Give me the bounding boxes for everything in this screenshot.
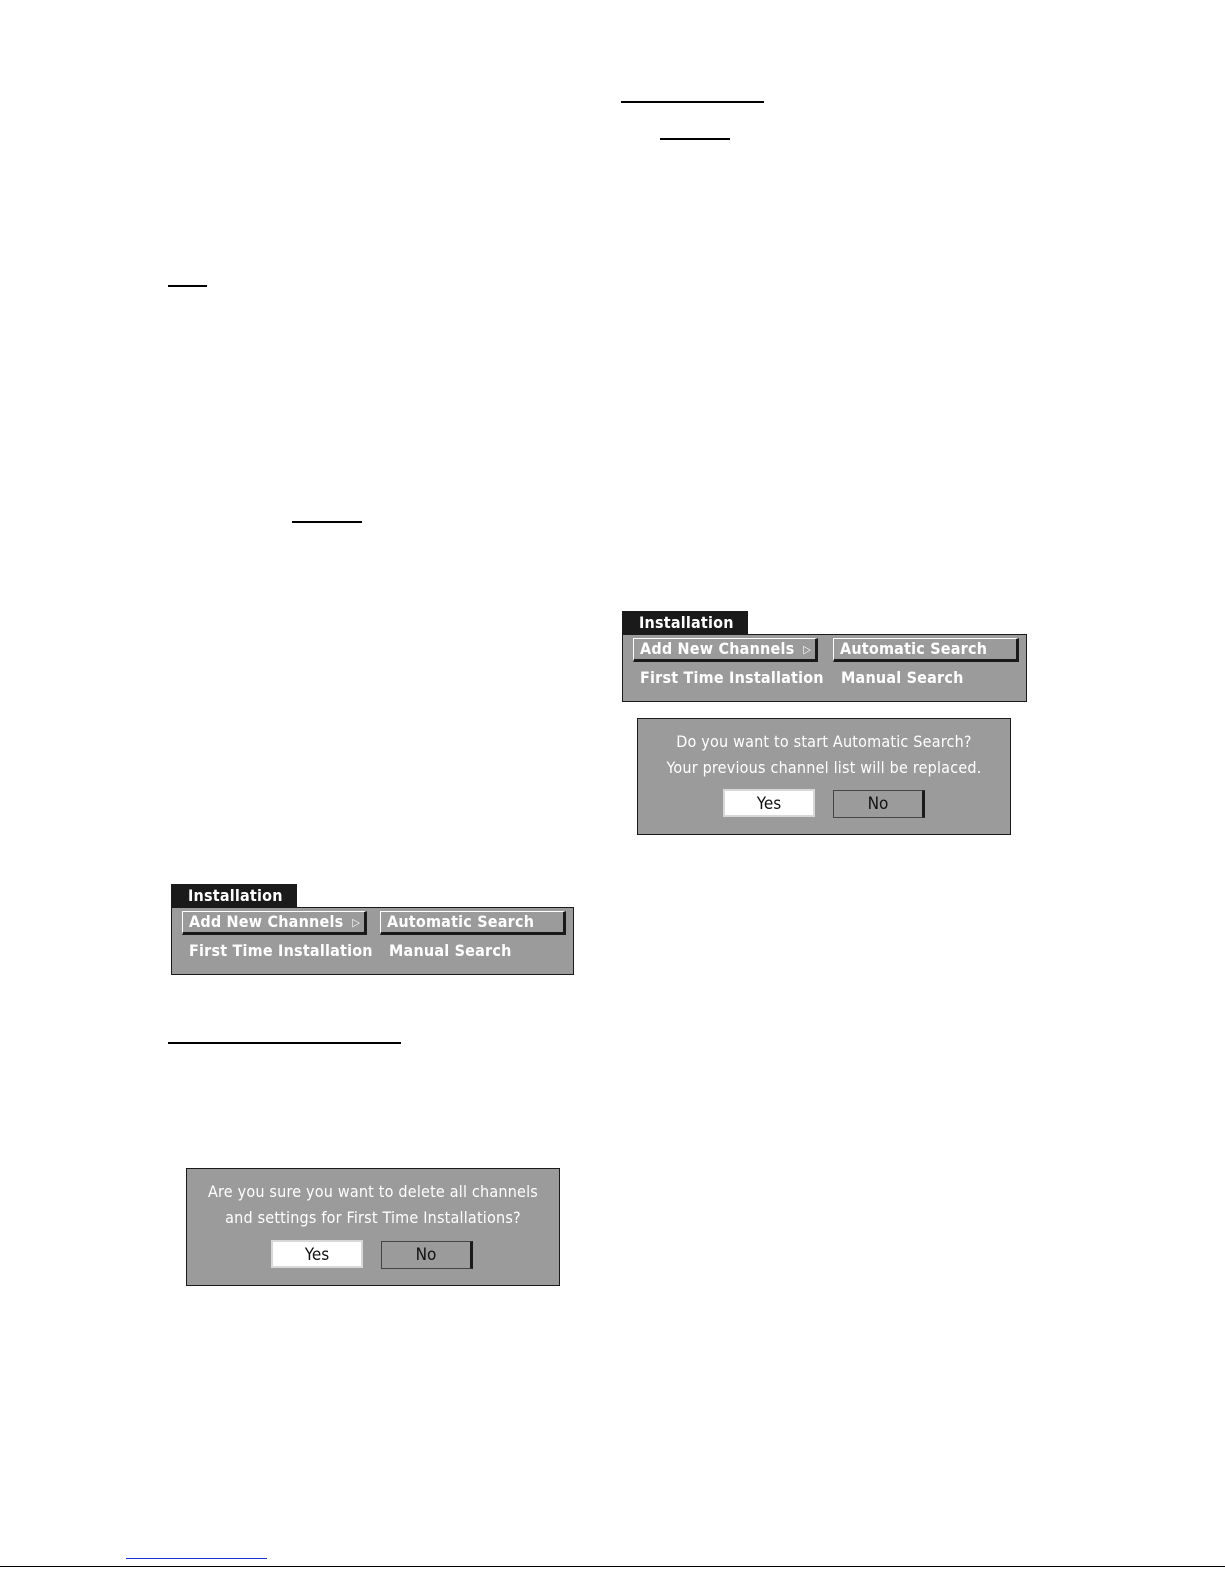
underline-rule <box>660 138 730 140</box>
menu-item-add-new-channels[interactable] <box>633 638 818 662</box>
dialog-message-line-1: Do you want to start Automatic Search? <box>676 732 972 751</box>
no-button[interactable]: No <box>381 1241 473 1269</box>
submenu-arrow-icon: ▷ <box>352 916 360 929</box>
menu-item-label: Add New Channels <box>189 912 344 931</box>
underline-rule <box>168 285 207 287</box>
menu-item-first-time-installation[interactable]: First Time Installation <box>189 941 373 960</box>
yes-button[interactable]: Yes <box>271 1240 363 1268</box>
footer-rule <box>0 1566 1225 1567</box>
submenu-item-manual-search[interactable]: Manual Search <box>389 941 512 960</box>
menu-panel <box>622 634 1027 702</box>
footer-link-underline <box>126 1558 267 1559</box>
underline-rule <box>168 1042 401 1044</box>
menu-panel <box>171 907 574 975</box>
no-button[interactable]: No <box>833 790 925 818</box>
installation-menu <box>171 884 574 975</box>
submenu-arrow-icon: ▷ <box>803 643 811 656</box>
menu-item-add-new-channels[interactable] <box>182 911 367 935</box>
submenu-item-automatic-search[interactable]: Automatic Search <box>380 911 566 935</box>
installation-menu <box>622 611 1027 702</box>
underline-rule <box>292 521 362 523</box>
dialog-message-line-2: Your previous channel list will be replaced. <box>666 758 982 777</box>
automatic-search-dialog <box>637 718 1011 835</box>
underline-rule <box>621 101 764 103</box>
submenu-item-manual-search[interactable]: Manual Search <box>841 668 964 687</box>
yes-button[interactable]: Yes <box>723 789 815 817</box>
first-time-installation-dialog <box>186 1168 560 1286</box>
dialog-message-line-2: and settings for First Time Installations? <box>225 1208 521 1227</box>
dialog-message-line-1: Are you sure you want to delete all channels <box>207 1182 539 1201</box>
submenu-item-automatic-search[interactable]: Automatic Search <box>833 638 1019 662</box>
menu-tab-title: Installation <box>622 611 748 635</box>
menu-item-first-time-installation[interactable]: First Time Installation <box>640 668 824 687</box>
menu-tab-title: Installation <box>171 884 297 908</box>
menu-item-label: Add New Channels <box>640 639 795 658</box>
